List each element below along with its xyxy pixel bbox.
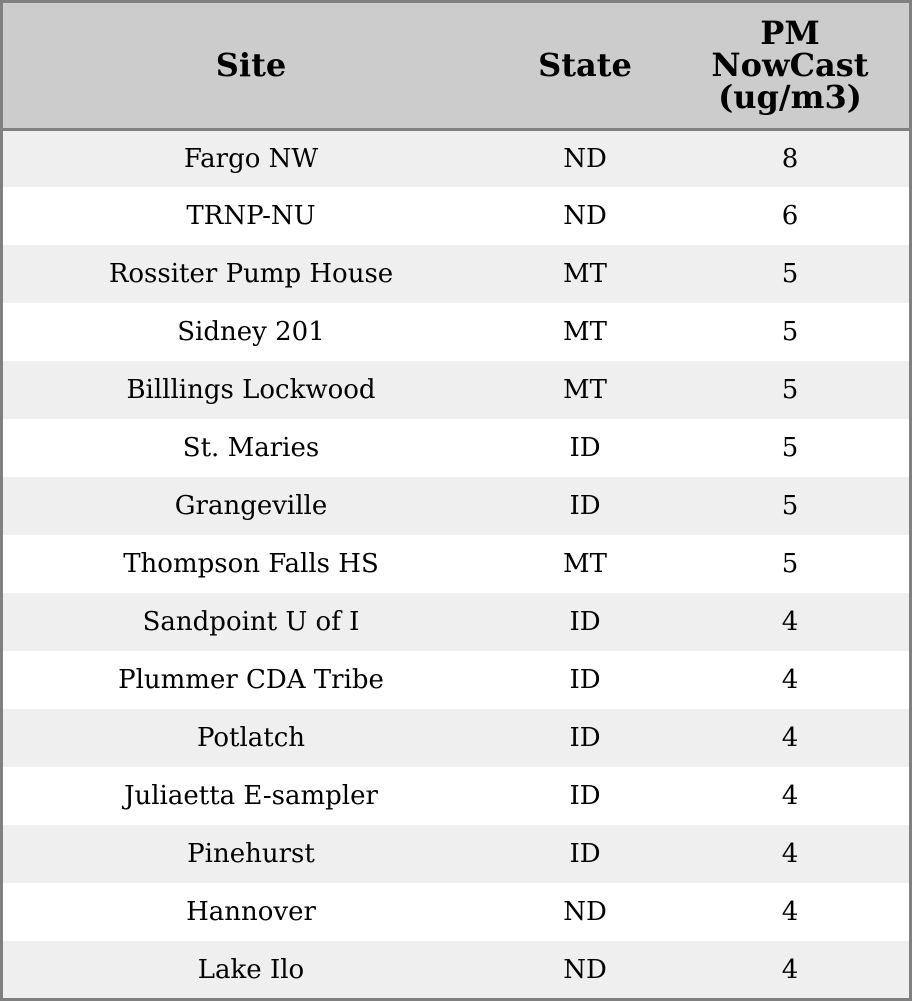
pm-nowcast-cell: 5 [781,433,799,463]
table-row [3,187,909,245]
pm-nowcast-cell: 5 [781,549,799,579]
site-cell: Juliaetta E-sampler [124,781,378,811]
site-cell: St. Maries [182,433,320,463]
pm-nowcast-cell: 4 [781,665,799,695]
column-header-state: State [499,3,671,129]
site-cell: Billlings Lockwood [126,375,376,405]
table-row [3,477,909,535]
table-row [3,709,909,767]
state-cell: ID [569,723,601,753]
site-cell: Fargo NW [183,143,319,174]
state-cell: MT [563,549,607,579]
site-cell: Rossiter Pump House [108,259,394,289]
pm-nowcast-cell: 8 [781,143,799,174]
site-cell: Sidney 201 [177,317,325,347]
table-row [3,129,909,187]
pm-nowcast-cell: 4 [781,607,799,637]
state-cell: ND [563,143,607,174]
header-row [3,3,909,129]
state-cell: ND [563,954,607,985]
pm-nowcast-cell: 5 [781,317,799,347]
state-cell: ID [569,433,601,463]
table-row [3,651,909,709]
site-cell: Potlatch [196,723,306,753]
site-cell: Pinehurst [187,839,315,869]
state-cell: ID [569,839,601,869]
pm-nowcast-cell: 6 [781,201,799,231]
state-cell: MT [563,259,607,289]
table-row [3,941,909,998]
pm-nowcast-cell: 5 [781,491,799,521]
table-row [3,883,909,941]
column-header-site: Site [3,3,499,129]
table-row [3,535,909,593]
site-cell: Sandpoint U of I [142,607,360,637]
pm-nowcast-cell: 4 [781,839,799,869]
site-cell: Lake Ilo [197,954,305,985]
site-cell: Hannover [186,897,316,927]
pm-nowcast-cell: 4 [781,723,799,753]
table-row [3,767,909,825]
pm-nowcast-cell: 4 [781,781,799,811]
table-row [3,245,909,303]
site-cell: Plummer CDA Tribe [118,665,384,695]
pm-nowcast-cell: 4 [781,897,799,927]
pm-nowcast-cell: 5 [781,375,799,405]
table-row [3,303,909,361]
state-cell: ID [569,491,601,521]
state-cell: MT [563,375,607,405]
table-row [3,361,909,419]
table-row [3,419,909,477]
state-cell: ND [563,897,607,927]
column-header-pm-nowcast [671,3,909,129]
state-cell: ID [569,781,601,811]
site-cell: TRNP-NU [186,201,316,231]
pm-table [3,3,909,998]
pm-nowcast-cell: 4 [781,954,799,985]
state-cell: MT [563,317,607,347]
table-row [3,825,909,883]
state-cell: ND [563,201,607,231]
site-cell: Grangeville [174,491,328,521]
state-cell: ID [569,607,601,637]
site-cell: Thompson Falls HS [123,549,379,579]
table-body [3,129,909,998]
pm-nowcast-cell: 5 [781,259,799,289]
table-row [3,593,909,651]
state-cell: ID [569,665,601,695]
column-header-pm-nowcast-label: PM NowCast (ug/m3) [711,14,869,117]
